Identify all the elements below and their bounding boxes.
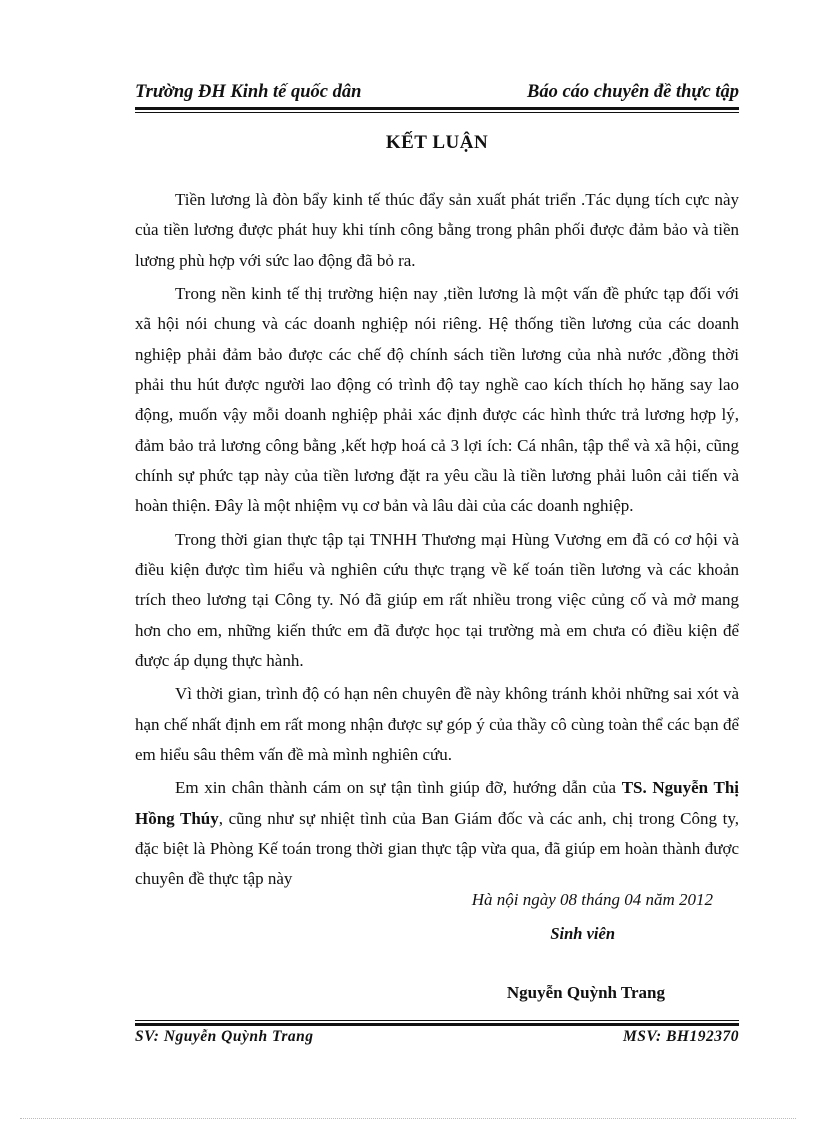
header-divider-thick (135, 107, 739, 110)
signature-role: Sinh viên (550, 924, 615, 943)
signature-name: Nguyễn Quỳnh Trang (506, 983, 665, 1002)
thanks-paragraph (135, 773, 739, 894)
header-divider-thin (135, 112, 739, 113)
advisor-name: TS. Nguyễn Thị Hồng Thúy (135, 778, 740, 828)
header-university: Trường ĐH Kinh tế quốc dân (135, 82, 362, 102)
paragraph: Vì thời gian, trình độ có hạn nên chuyên đề này không tránh khỏi những sai xót và hạn chế nhất định em rất mong nhận được sự góp ý của thầy cô cùng toàn thể các bạn để em hiểu sâu thêm vấn đề mà mình nghiên cứu. (135, 684, 739, 764)
signature-date: Hà nội ngày 08 tháng 04 năm 2012 (471, 890, 713, 909)
document-body (135, 185, 739, 898)
footer-divider-thick (135, 1023, 739, 1026)
footer-divider-thin (135, 1020, 739, 1021)
footer-student-id: MSV: BH192370 (622, 1028, 739, 1045)
thanks-text-before: Em xin chân thành cám on sự tận tình giúp đỡ, hướng dẫn của (175, 778, 622, 798)
header-report-title: Báo cáo chuyên đề thực tập (526, 82, 739, 102)
paragraph: Trong nền kinh tế thị trường hiện nay ,tiền lương là một vấn đề phức tạp đối với xã hội nói chung và các doanh nghiệp nói riêng. Hệ thống tiền lương của các doanh nghiệp phải đảm bảo được các chế độ chính sách tiền lương của nhà nước ,đồng thời phải thu hút được người lao động có trình độ tay nghề cao kích thích họ hăng say lao động, muốn vậy mỗi doanh nghiệp phải xác định được các hình thức trả lương hợp lý, đảm bảo trả lương công bằng ,kết hợp hoá cả 3 lợi ích: Cá nhân, tập thể và xã hội, cũng chính sự phức tạp này của tiền lương đặt ra yêu cầu là tiền lương phải luôn cải tiến và hoàn thiện. Đây là một nhiệm vụ cơ bản và lâu dài của các doanh nghiệp. (135, 284, 739, 516)
paragraph: Tiền lương là đòn bẩy kinh tế thúc đẩy sản xuất phát triển .Tác dụng tích cực này của tiền lương được phát huy khi tính công bằng trong phân phối được đảm bảo và tiền lương phù hợp với sức lao động đã bỏ ra. (135, 190, 739, 270)
page-footer (135, 1028, 739, 1050)
page-title: KẾT LUẬN (385, 132, 489, 153)
page-header (135, 82, 739, 106)
footer-student-name: SV: Nguyễn Quỳnh Trang (135, 1028, 314, 1045)
thanks-text-after: , cũng như sự nhiệt tình của Ban Giám đốc và các anh, chị trong Công ty, đặc biệt là Phòng Kế toán trong thời gian thực tập vừa qua, đã giúp em hoàn thành được chuyên đề thực tập này (135, 808, 740, 889)
page-boundary (20, 1118, 796, 1119)
paragraph: Trong thời gian thực tập tại TNHH Thương mại Hùng Vương em đã có cơ hội và điều kiện được tìm hiểu và nghiên cứu thực trạng về kế toán tiền lương và các khoản trích theo lương tại Công ty. Nó đã giúp em rất nhiều trong việc củng cố và mở mang hơn cho em, những kiến thức em đã được học tại trường mà em chưa có điều kiện để được áp dụng thực hành. (135, 529, 739, 670)
